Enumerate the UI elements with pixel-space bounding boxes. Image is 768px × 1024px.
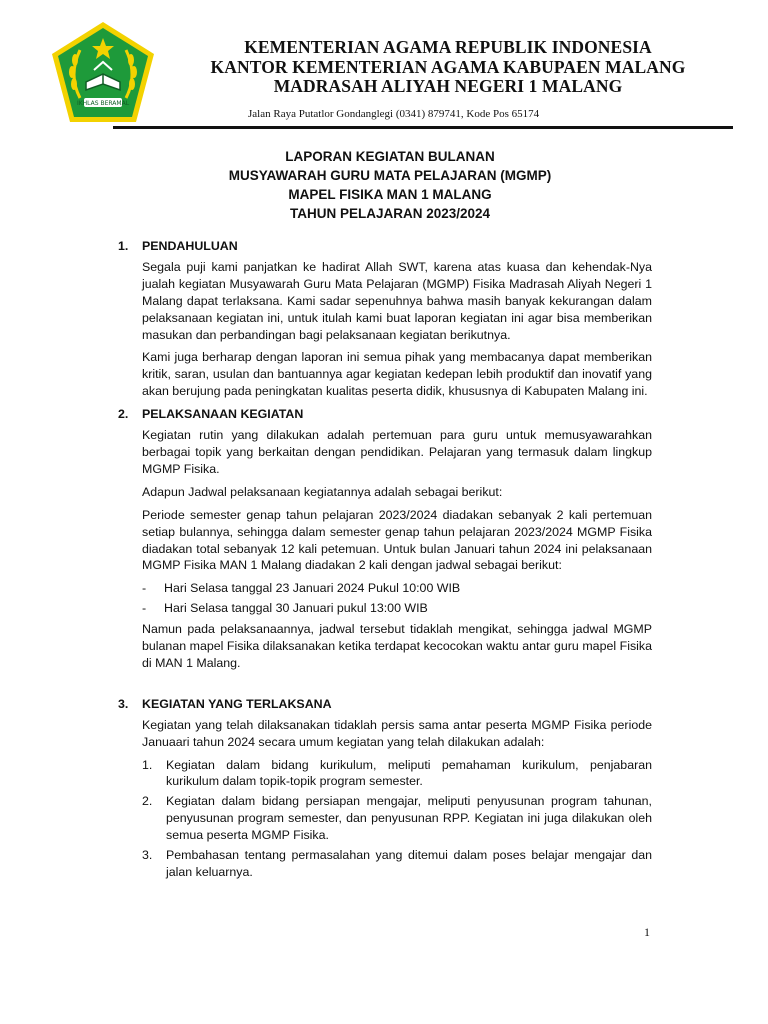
title-line-2: MUSYAWARAH GURU MATA PELAJARAN (MGMP) <box>228 168 552 183</box>
section-heading <box>118 696 652 713</box>
list-marker: 3. <box>142 848 153 863</box>
section-number: 2. <box>118 407 129 422</box>
paragraph: Periode semester genap tahun pelajaran 2023/2024 diadakan sebanyak 2 kali pertemuan setiap bulannya, sehingga dalam semester genap tahun pelajaran 2023/2024 MGMP Fisika diadakan total sebanyak 12 kali petemuan. Untuk bulan Januari tahun 2024 ini pelaksanaan MGMP Fisika MAN 1 Malang diadakan 2 kali dengan jadwal sebagai berikut: <box>142 507 652 573</box>
list-item-text: Kegiatan dalam bidang kurikulum, meliputi pemahaman kurikulum, penjabaran kurikulum dalam topik-topik program semester. <box>166 757 652 789</box>
letterhead <box>50 20 730 128</box>
section-title: PELAKSANAAN KEGIATAN <box>142 407 304 422</box>
section-title: KEGIATAN YANG TERLAKSANA <box>142 696 332 711</box>
list-marker: - <box>142 581 147 596</box>
list-marker: - <box>142 601 147 616</box>
list-marker: 2. <box>142 794 153 809</box>
schedule-list <box>142 580 652 617</box>
school-name: MADRASAH ALIYAH NEGERI 1 MALANG <box>273 76 623 96</box>
page-number: 1 <box>644 925 650 939</box>
section-title: PENDAHULUAN <box>142 239 238 253</box>
paragraph: Namun pada pelaksanaannya, jadwal tersebut tidaklah mengikat, sehingga jadwal MGMP bulanan mapel Fisika dilaksanakan ketika terdapat kecocokan waktu antar guru mapel Fisika di MAN 1 Malang. <box>142 622 652 670</box>
list-item <box>142 757 652 791</box>
paragraph: Kegiatan yang telah dilaksanakan tidaklah persis sama antar peserta MGMP Fisika periode Januaari tahun 2024 secara umum kegiatan yang telah dilakukan adalah: <box>142 717 652 749</box>
title-line-3: MAPEL FISIKA MAN 1 MALANG <box>288 187 492 202</box>
section-implementation <box>118 406 652 672</box>
list-item <box>142 847 652 881</box>
list-item <box>142 793 652 844</box>
ministry-name: KEMENTERIAN AGAMA REPUBLIK INDONESIA <box>244 37 652 57</box>
school-address: Jalan Raya Putatlor Gondanglegi (0341) 879741, Kode Pos 65174 <box>248 108 540 120</box>
list-item-text: Pembahasan tentang permasalahan yang ditemui dalam poses belajar mengajar dan jalan keluarnya. <box>166 848 652 879</box>
paragraph: Kami juga berharap dengan laporan ini semua pihak yang membacanya dapat memberikan kritik, saran, usulan dan bantuannya agar kegiatan kedepan lebih produktif dan inovatif yang akan berujung pada peningkatan kualitas peserta didik, khususnya di Kabupaten Malang ini. <box>142 350 652 399</box>
section-heading <box>118 238 652 255</box>
title-line-4: TAHUN PELAJARAN 2023/2024 <box>289 206 491 221</box>
section-introduction <box>118 238 652 400</box>
kemenag-logo-icon <box>50 20 156 124</box>
letterhead-divider <box>113 126 733 129</box>
section-activities <box>118 696 652 881</box>
svg-text:IKHLAS BERAMAL: IKHLAS BERAMAL <box>76 100 130 107</box>
list-item <box>142 580 652 597</box>
letterhead-titles <box>188 38 708 97</box>
report-body <box>118 238 652 884</box>
section-number: 1. <box>118 239 129 253</box>
title-line-1: LAPORAN KEGIATAN BULANAN <box>285 149 495 164</box>
office-name: KANTOR KEMENTERIAN AGAMA KABUPAEN MALANG <box>210 56 686 77</box>
section-number: 3. <box>118 696 129 711</box>
list-item-text: Hari Selasa tanggal 30 Januari pukul 13:00 WIB <box>164 601 428 616</box>
list-item-text: Kegiatan dalam bidang persiapan mengajar, meliputi penyusunan program tahunan, penyusunan program semester, dan penyusunan RPP. Kegiatan ini juga dilakukan oleh semua peserta MGMP Fisika. <box>166 794 652 843</box>
list-marker: 1. <box>142 757 153 772</box>
paragraph: Kegiatan rutin yang dilakukan adalah pertemuan para guru untuk memusyawarahkan berbagai topik yang berkaitan dengan pendidikan. Pelajaran yang termasuk dalam lingkup MGMP Fisika. <box>142 428 652 476</box>
paragraph: Adapun Jadwal pelaksanaan kegiatannya adalah sebagai berikut: <box>142 484 503 499</box>
list-item-text: Hari Selasa tanggal 23 Januari 2024 Pukul 10:00 WIB <box>164 581 461 596</box>
section-heading <box>118 406 652 423</box>
paragraph: Segala puji kami panjatkan ke hadirat Allah SWT, karena atas kuasa dan kehendak-Nya jualah kegiatan Musyawarah Guru Mata Pelajaran (MGMP) Fisika Madrasah Aliyah Negeri 1 Malang dapat terlaksana. Kami sadar sepenuhnya bahwa masih banyak kekurangan dalam pelaksanaan kegiatan ini, untuk itulah kami buat laporan kegiatan ini agar bisa memberikan masukan dan perbandingan bagi pelaksanaan kegiatan berikutnya. <box>142 259 652 342</box>
list-item <box>142 600 652 617</box>
report-title <box>180 147 600 223</box>
activity-list <box>142 757 652 881</box>
